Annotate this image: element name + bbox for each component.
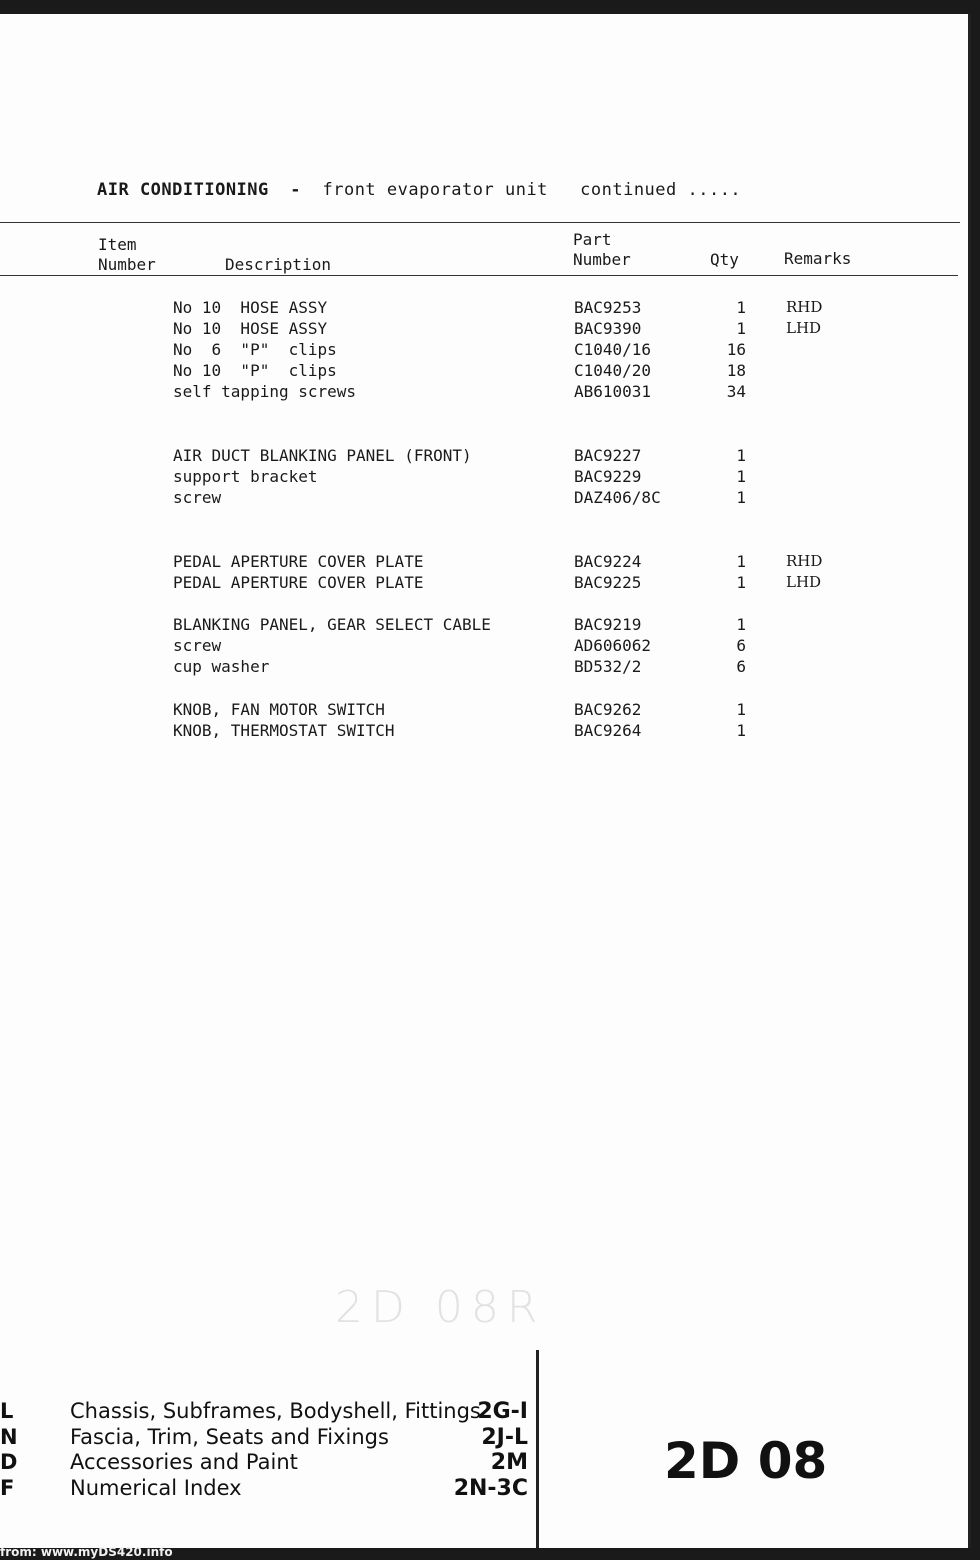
index-letter: N xyxy=(0,1425,18,1449)
index-item-code: 2M xyxy=(490,1450,528,1475)
row-qty: 1 xyxy=(736,615,746,634)
row-description: No 10 HOSE ASSY xyxy=(173,298,328,317)
row-part-number: BAC9225 xyxy=(574,573,642,592)
row-description: self tapping screws xyxy=(173,382,357,401)
row-qty: 6 xyxy=(736,657,746,676)
table-row xyxy=(0,466,960,487)
row-description: No 6 "P" clips xyxy=(173,340,337,359)
table-row xyxy=(0,318,960,339)
row-part-number: BAC9229 xyxy=(574,467,642,486)
index-item-label: Chassis, Subframes, Bodyshell, Fittings xyxy=(70,1399,481,1423)
row-qty: 18 xyxy=(726,361,746,380)
row-qty: 1 xyxy=(736,467,746,486)
table-row xyxy=(0,656,960,677)
row-description: No 10 HOSE ASSY xyxy=(173,319,328,338)
index-item-code: 2J-L xyxy=(481,1425,528,1450)
table-row xyxy=(0,720,960,741)
col-header-part: Part Number xyxy=(573,230,631,269)
page-code: 2D 08 xyxy=(664,1432,828,1490)
row-description: screw xyxy=(173,636,222,655)
table-row xyxy=(0,339,960,360)
row-qty: 1 xyxy=(736,573,746,592)
index-letter: F xyxy=(0,1476,15,1500)
table-row xyxy=(0,572,960,593)
index-letter: L xyxy=(0,1399,14,1423)
row-part-number: AB610031 xyxy=(574,382,652,401)
index-item-label: Accessories and Paint xyxy=(70,1450,298,1474)
row-qty: 34 xyxy=(726,382,746,401)
row-description: support bracket xyxy=(173,467,318,486)
index-item-code: 2N-3C xyxy=(453,1476,528,1501)
col-header-qty: Qty xyxy=(710,250,739,269)
handwritten-note: 2D 08R xyxy=(335,1282,546,1333)
col-header-item: Item Number xyxy=(98,235,156,274)
row-description: BLANKING PANEL, GEAR SELECT CABLE xyxy=(173,615,491,634)
index-letter: D xyxy=(0,1450,18,1474)
row-qty: 1 xyxy=(736,700,746,719)
table-header-rule xyxy=(0,275,958,276)
row-description: screw xyxy=(173,488,222,507)
row-description: No 10 "P" clips xyxy=(173,361,337,380)
row-remarks: LHD xyxy=(786,319,822,337)
row-part-number: AD606062 xyxy=(574,636,652,655)
row-part-number: BAC9219 xyxy=(574,615,642,634)
row-part-number: BAC9224 xyxy=(574,552,642,571)
table-row xyxy=(0,487,960,508)
row-part-number: BAC9227 xyxy=(574,446,642,465)
row-qty: 1 xyxy=(736,319,746,338)
table-row xyxy=(0,360,960,381)
index-item-label: Numerical Index xyxy=(70,1476,242,1500)
table-row xyxy=(0,381,960,402)
table-row xyxy=(0,551,960,572)
row-qty: 1 xyxy=(736,721,746,740)
row-qty: 1 xyxy=(736,298,746,317)
row-part-number: BD532/2 xyxy=(574,657,642,676)
row-part-number: BAC9262 xyxy=(574,700,642,719)
table-row xyxy=(0,635,960,656)
table-top-rule xyxy=(0,222,960,223)
section-index xyxy=(0,1369,536,1555)
row-remarks: RHD xyxy=(786,552,823,570)
page-title: AIR CONDITIONING - front evaporator unit continued ..... xyxy=(97,180,742,200)
row-qty: 1 xyxy=(736,552,746,571)
col-header-remarks: Remarks xyxy=(784,249,852,268)
footer-url: from: www.myDS420.info xyxy=(0,1545,173,1559)
row-description: PEDAL APERTURE COVER PLATE xyxy=(173,573,424,592)
index-item-code: 2G-I xyxy=(477,1399,528,1424)
row-part-number: C1040/16 xyxy=(574,340,652,359)
row-remarks: RHD xyxy=(786,298,823,316)
row-qty: 6 xyxy=(736,636,746,655)
row-qty: 16 xyxy=(726,340,746,359)
row-qty: 1 xyxy=(736,488,746,507)
table-row xyxy=(0,699,960,720)
row-qty: 1 xyxy=(736,446,746,465)
table-row xyxy=(0,614,960,635)
col-header-description: Description xyxy=(225,255,331,274)
row-part-number: BAC9264 xyxy=(574,721,642,740)
table-row xyxy=(0,297,960,318)
row-remarks: LHD xyxy=(786,573,822,591)
table-row xyxy=(0,445,960,466)
document-page xyxy=(0,14,971,1549)
index-divider xyxy=(536,1350,539,1548)
row-part-number: DAZ406/8C xyxy=(574,488,661,507)
row-description: AIR DUCT BLANKING PANEL (FRONT) xyxy=(173,446,472,465)
row-part-number: BAC9390 xyxy=(574,319,642,338)
row-part-number: BAC9253 xyxy=(574,298,642,317)
row-description: PEDAL APERTURE COVER PLATE xyxy=(173,552,424,571)
row-description: cup washer xyxy=(173,657,270,676)
index-item-label: Fascia, Trim, Seats and Fixings xyxy=(70,1425,389,1449)
row-part-number: C1040/20 xyxy=(574,361,652,380)
row-description: KNOB, FAN MOTOR SWITCH xyxy=(173,700,385,719)
row-description: KNOB, THERMOSTAT SWITCH xyxy=(173,721,395,740)
top-border xyxy=(0,0,980,14)
